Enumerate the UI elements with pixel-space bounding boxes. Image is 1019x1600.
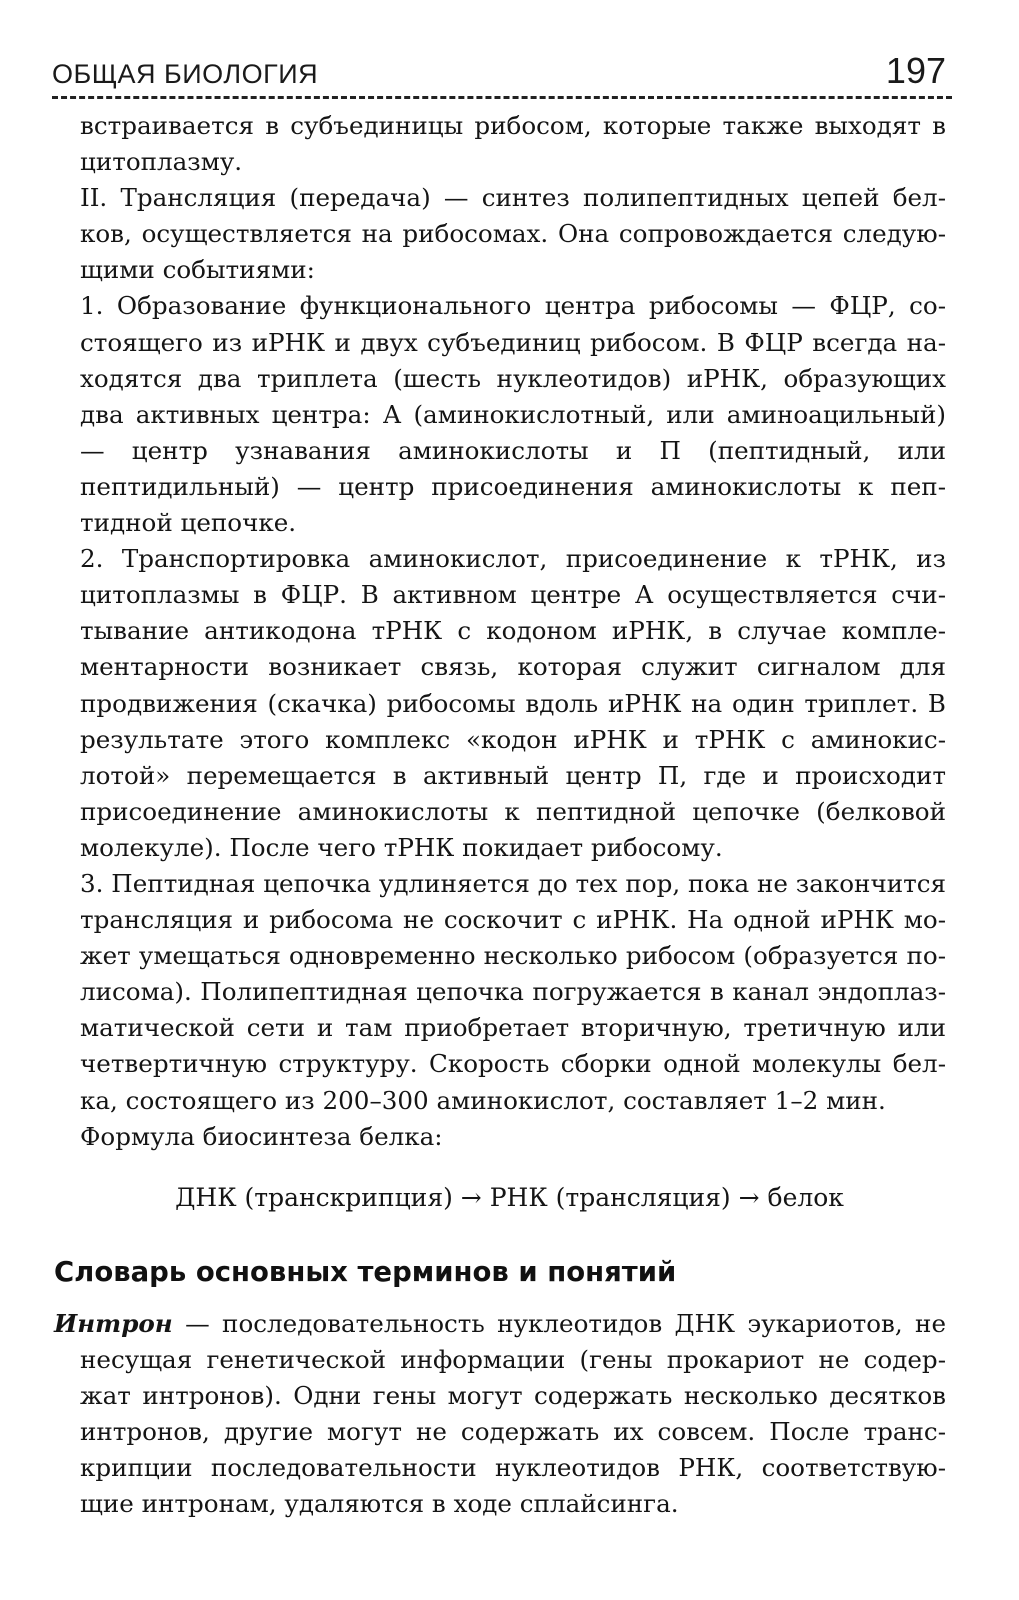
paragraph-continuation: встраивается в субъединицы рибосом, которые также выходят в цитоплазму. (80, 111, 946, 177)
glossary-entry (54, 1306, 946, 1523)
paragraph-step-1: 1. Образование функционального центра рибосомы — ФЦР, состоящего из иРНК и двух субъединиц рибосом. В ФЦР всегда находятся два триплета (шесть нуклеотидов) иРНК, образующих два активных центра: А (аминокислотный, или аминоацильный) — центр узнавания аминокислоты и П (пептидный, или пептидильный) — центр присоединения аминокислоты к пептидной цепочке. (80, 291, 946, 538)
page-header (52, 40, 952, 99)
page-number: 197 (885, 50, 946, 91)
glossary-term: Интрон (54, 1309, 173, 1338)
paragraph-translation: II. Трансляция (передача) — синтез полипептидных цепей белков, осуществляется на рибосомах. Она сопровождается следующими событиями: (80, 183, 946, 285)
paragraph-step-2: 2. Транспортировка аминокислот, присоединение к тРНК, из цитоплазмы в ФЦР. В активном центре А осуществляется считывание антикодона тРНК с кодоном иРНК, в случае комплементарности возникает связь, которая служит сигналом для продвижения (скачка) рибосомы вдоль иРНК на один триплет. В результате этого комплекс «кодон иРНК и тРНК с аминокислотой» перемещается в активный центр П, где и происходит присоединение аминокислоты к пептидной цепочке (белковой молекуле). После чего тРНК покидает рибосому. (80, 544, 946, 862)
paragraph-formula-intro: Формула биосинтеза белка: (80, 1121, 443, 1151)
paragraph-step-3: 3. Пептидная цепочка удлиняется до тех пор, пока не закончится трансляция и рибосома не соскочит с иРНК. На одной иРНК может умещаться одновременно несколько рибосом (образуется полисома). Полипептидная цепочка погружается в канал эндоплазматической сети и там приобретает вторичную, третичную или четвертичную структуру. Скорость сборки одной молекулы белка, состоящего из 200–300 аминокислот, составляет 1–2 мин. (80, 868, 946, 1115)
running-title: ОБЩАЯ БИОЛОГИЯ (52, 59, 319, 89)
glossary-list (54, 1306, 946, 1523)
main-text (80, 108, 946, 1155)
glossary-definition: — последовательность нуклеотидов ДНК эукариотов, не несущая генетической информации (гены прокариот не содержат интронов). Одни гены могут содержать несколько десятков интронов, другие могут не содержать их совсем. После транскрипции последовательности нуклеотидов РНК, соответствующие интронам, удаляются в ходе сплайсинга. (80, 1309, 946, 1519)
protein-synthesis-formula: ДНК (транскрипция) → РНК (трансляция) → белок (175, 1183, 844, 1212)
glossary-heading: Словарь основных терминов и понятий (54, 1256, 677, 1288)
